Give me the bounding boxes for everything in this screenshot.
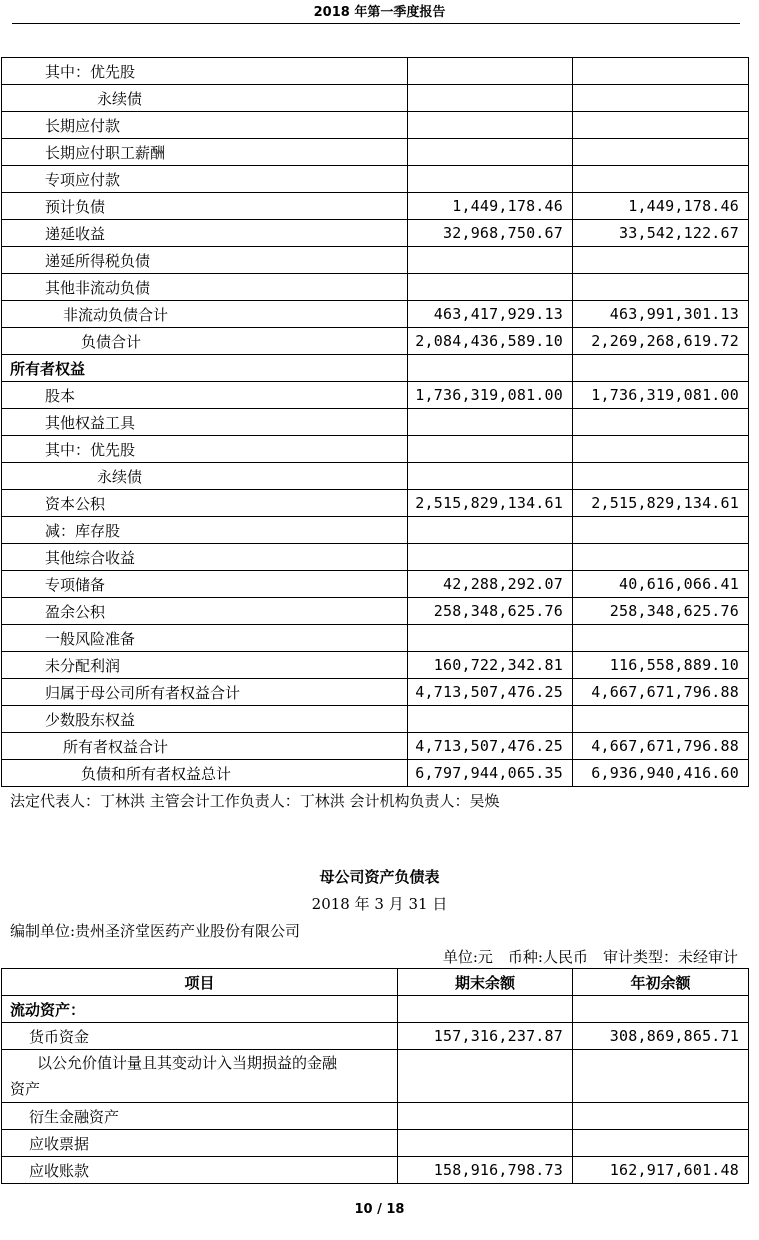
row-label: 减：库存股 bbox=[2, 517, 408, 544]
header-divider bbox=[12, 23, 740, 24]
begin-balance-cell bbox=[573, 274, 749, 301]
row-label: 永续债 bbox=[2, 463, 408, 490]
parent-balance-sheet-table bbox=[1, 968, 749, 1184]
row-label: 其他权益工具 bbox=[2, 409, 408, 436]
table-row bbox=[2, 598, 749, 625]
end-balance-cell bbox=[408, 247, 573, 274]
end-balance-cell: 258,348,625.76 bbox=[408, 598, 573, 625]
row-label: 长期应付款 bbox=[2, 112, 408, 139]
end-balance-cell bbox=[408, 274, 573, 301]
compiling-unit: 编制单位:贵州圣济堂医药产业股份有限公司 bbox=[10, 922, 301, 940]
row-label: 预计负债 bbox=[2, 193, 408, 220]
table-row bbox=[2, 1157, 749, 1184]
table-row bbox=[2, 112, 749, 139]
page-header: 2018 年第一季度报告 bbox=[313, 5, 446, 20]
table-row bbox=[2, 706, 749, 733]
end-balance-cell: 463,417,929.13 bbox=[408, 301, 573, 328]
end-balance-cell: 158,916,798.73 bbox=[398, 1157, 573, 1184]
row-label: 负债和所有者权益总计 bbox=[2, 760, 408, 787]
end-balance-cell: 2,515,829,134.61 bbox=[408, 490, 573, 517]
table-row bbox=[2, 139, 749, 166]
table-row bbox=[2, 996, 749, 1023]
begin-balance-cell: 258,348,625.76 bbox=[573, 598, 749, 625]
end-balance-cell bbox=[408, 139, 573, 166]
begin-balance-cell bbox=[573, 996, 749, 1023]
currency-audit-info: 单位:元 币种:人民币 审计类型：未经审计 bbox=[442, 948, 738, 966]
row-label: 一般风险准备 bbox=[2, 625, 408, 652]
table-row bbox=[2, 625, 749, 652]
table-row bbox=[2, 193, 749, 220]
begin-balance-cell bbox=[573, 1050, 749, 1103]
table-row bbox=[2, 382, 749, 409]
row-label: 应收账款 bbox=[2, 1157, 398, 1184]
table-row bbox=[2, 355, 749, 382]
balance-sheet-continued-table bbox=[1, 57, 749, 787]
column-header-end-balance: 期末余额 bbox=[398, 969, 573, 996]
begin-balance-cell bbox=[573, 436, 749, 463]
end-balance-cell bbox=[408, 409, 573, 436]
table-row bbox=[2, 220, 749, 247]
row-label: 盈余公积 bbox=[2, 598, 408, 625]
begin-balance-cell bbox=[573, 355, 749, 382]
begin-balance-cell bbox=[573, 1130, 749, 1157]
table-row bbox=[2, 1130, 749, 1157]
table-row bbox=[2, 571, 749, 598]
table-row bbox=[2, 760, 749, 787]
table-row bbox=[2, 517, 749, 544]
table-row bbox=[2, 463, 749, 490]
begin-balance-cell: 4,667,671,796.88 bbox=[573, 679, 749, 706]
begin-balance-cell bbox=[573, 85, 749, 112]
begin-balance-cell: 4,667,671,796.88 bbox=[573, 733, 749, 760]
row-label-line-1: 以公允价值计量且其变动计入当期损益的金融 bbox=[37, 1054, 338, 1072]
row-label: 货币资金 bbox=[2, 1023, 398, 1050]
row-label-multiline bbox=[2, 1050, 398, 1103]
end-balance-cell: 1,449,178.46 bbox=[408, 193, 573, 220]
begin-balance-cell bbox=[573, 706, 749, 733]
page-number: 10 / 18 bbox=[354, 1202, 405, 1217]
row-label: 递延所得税负债 bbox=[2, 247, 408, 274]
begin-balance-cell: 33,542,122.67 bbox=[573, 220, 749, 247]
end-balance-cell bbox=[408, 625, 573, 652]
row-label: 未分配利润 bbox=[2, 652, 408, 679]
row-label: 其中：优先股 bbox=[2, 58, 408, 85]
end-balance-cell bbox=[408, 706, 573, 733]
column-header-item: 项目 bbox=[2, 969, 398, 996]
table-row bbox=[2, 490, 749, 517]
begin-balance-cell bbox=[573, 463, 749, 490]
section-title: 母公司资产负债表 bbox=[319, 868, 440, 886]
table-row bbox=[2, 58, 749, 85]
begin-balance-cell bbox=[573, 139, 749, 166]
table-header-row bbox=[2, 969, 749, 996]
row-label: 资本公积 bbox=[2, 490, 408, 517]
end-balance-cell: 32,968,750.67 bbox=[408, 220, 573, 247]
begin-balance-cell: 463,991,301.13 bbox=[573, 301, 749, 328]
section-heading: 所有者权益 bbox=[2, 355, 408, 382]
section-heading: 流动资产： bbox=[2, 996, 398, 1023]
end-balance-cell: 157,316,237.87 bbox=[398, 1023, 573, 1050]
end-balance-cell bbox=[408, 58, 573, 85]
row-label: 其他非流动负债 bbox=[2, 274, 408, 301]
table-row bbox=[2, 1023, 749, 1050]
begin-balance-cell: 162,917,601.48 bbox=[573, 1157, 749, 1184]
table-row bbox=[2, 328, 749, 355]
end-balance-cell bbox=[398, 996, 573, 1023]
end-balance-cell bbox=[408, 436, 573, 463]
table-row bbox=[2, 544, 749, 571]
table-row bbox=[2, 436, 749, 463]
table-row bbox=[2, 247, 749, 274]
row-label: 非流动负债合计 bbox=[2, 301, 408, 328]
begin-balance-cell bbox=[573, 409, 749, 436]
begin-balance-cell: 308,869,865.71 bbox=[573, 1023, 749, 1050]
begin-balance-cell: 1,736,319,081.00 bbox=[573, 382, 749, 409]
row-label: 专项储备 bbox=[2, 571, 408, 598]
begin-balance-cell bbox=[573, 517, 749, 544]
table-row bbox=[2, 679, 749, 706]
row-label: 衍生金融资产 bbox=[2, 1103, 398, 1130]
begin-balance-cell bbox=[573, 625, 749, 652]
end-balance-cell: 2,084,436,589.10 bbox=[408, 328, 573, 355]
end-balance-cell bbox=[398, 1050, 573, 1103]
begin-balance-cell bbox=[573, 1103, 749, 1130]
end-balance-cell bbox=[408, 517, 573, 544]
row-label: 其中：优先股 bbox=[2, 436, 408, 463]
end-balance-cell bbox=[408, 85, 573, 112]
table-row bbox=[2, 1050, 749, 1103]
signatories-line: 法定代表人：丁林洪 主管会计工作负责人：丁林洪 会计机构负责人：吴焕 bbox=[10, 792, 500, 810]
begin-balance-cell bbox=[573, 58, 749, 85]
table-row bbox=[2, 409, 749, 436]
row-label: 其他综合收益 bbox=[2, 544, 408, 571]
row-label: 归属于母公司所有者权益合计 bbox=[2, 679, 408, 706]
begin-balance-cell: 40,616,066.41 bbox=[573, 571, 749, 598]
begin-balance-cell: 1,449,178.46 bbox=[573, 193, 749, 220]
begin-balance-cell: 2,269,268,619.72 bbox=[573, 328, 749, 355]
end-balance-cell: 1,736,319,081.00 bbox=[408, 382, 573, 409]
table-row bbox=[2, 85, 749, 112]
begin-balance-cell: 6,936,940,416.60 bbox=[573, 760, 749, 787]
end-balance-cell: 42,288,292.07 bbox=[408, 571, 573, 598]
row-label: 应收票据 bbox=[2, 1130, 398, 1157]
end-balance-cell: 4,713,507,476.25 bbox=[408, 733, 573, 760]
row-label: 递延收益 bbox=[2, 220, 408, 247]
row-label: 负债合计 bbox=[2, 328, 408, 355]
end-balance-cell bbox=[408, 463, 573, 490]
table-row bbox=[2, 733, 749, 760]
end-balance-cell: 4,713,507,476.25 bbox=[408, 679, 573, 706]
begin-balance-cell bbox=[573, 247, 749, 274]
end-balance-cell bbox=[408, 112, 573, 139]
begin-balance-cell: 2,515,829,134.61 bbox=[573, 490, 749, 517]
end-balance-cell bbox=[408, 544, 573, 571]
begin-balance-cell bbox=[573, 544, 749, 571]
end-balance-cell bbox=[408, 355, 573, 382]
row-label-line-2: 资产 bbox=[10, 1080, 41, 1098]
column-header-begin-balance: 年初余额 bbox=[573, 969, 749, 996]
table-row bbox=[2, 274, 749, 301]
end-balance-cell bbox=[408, 166, 573, 193]
begin-balance-cell bbox=[573, 166, 749, 193]
row-label: 永续债 bbox=[2, 85, 408, 112]
row-label: 少数股东权益 bbox=[2, 706, 408, 733]
end-balance-cell bbox=[398, 1103, 573, 1130]
table-row bbox=[2, 1103, 749, 1130]
begin-balance-cell bbox=[573, 112, 749, 139]
row-label: 所有者权益合计 bbox=[2, 733, 408, 760]
table-row bbox=[2, 652, 749, 679]
row-label: 股本 bbox=[2, 382, 408, 409]
row-label: 长期应付职工薪酬 bbox=[2, 139, 408, 166]
end-balance-cell: 6,797,944,065.35 bbox=[408, 760, 573, 787]
begin-balance-cell: 116,558,889.10 bbox=[573, 652, 749, 679]
table-row bbox=[2, 301, 749, 328]
end-balance-cell: 160,722,342.81 bbox=[408, 652, 573, 679]
end-balance-cell bbox=[398, 1130, 573, 1157]
table-row bbox=[2, 166, 749, 193]
report-date: 2018 年 3 月 31 日 bbox=[311, 895, 448, 913]
row-label: 专项应付款 bbox=[2, 166, 408, 193]
